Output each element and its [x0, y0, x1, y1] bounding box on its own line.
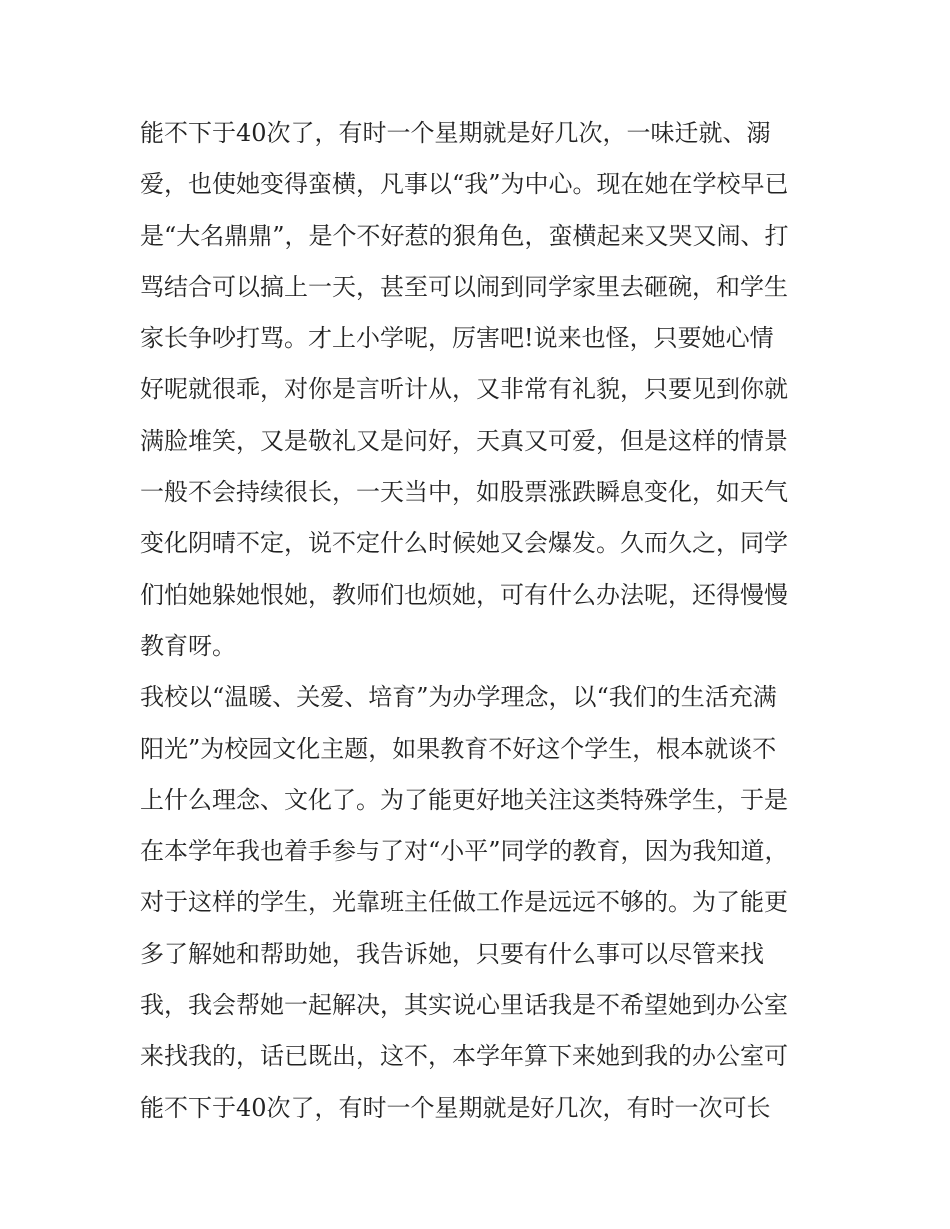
text-line: 上什么理念、文化了。为了能更好地关注这类特殊学生，于是: [140, 785, 788, 814]
text-line: 教育呀。: [140, 631, 236, 660]
text-line: 一般不会持续很长，一天当中，如股票涨跌瞬息变化，如天气: [140, 478, 788, 507]
text-line: 满脸堆笑，又是敬礼又是问好，天真又可爱，但是这样的情景: [140, 426, 788, 455]
text-line: 们怕她躲她恨她，教师们也烦她，可有什么办法呢，还得慢慢: [140, 580, 788, 609]
text-line: 骂结合可以搞上一天，甚至可以闹到同学家里去砸碗，和学生: [140, 272, 788, 301]
text-line: 多了解她和帮助她，我告诉她，只要有什么事可以尽管来找: [140, 939, 764, 968]
text-line: 阳光”为校园文化主题，如果教育不好这个学生，根本就谈不: [140, 734, 777, 763]
text-line: 对于这样的学生，光靠班主任做工作是远远不够的。为了能更: [140, 888, 788, 917]
text-line: 爱，也使她变得蛮横，凡事以“我”为中心。现在她在学校早已: [140, 170, 789, 199]
text-line: 能不下于40次了，有时一个星期就是好几次，一味迁就、溺: [140, 119, 771, 147]
text-line: 是“大名鼎鼎”，是个不好惹的狠角色，蛮横起来又哭又闹、打: [140, 221, 789, 250]
text-line: 能不下于40次了，有时一个星期就是好几次，有时一次可长: [140, 1093, 771, 1122]
text-line: 好呢就很乖，对你是言听计从，又非常有礼貌，只要见到你就: [140, 375, 788, 404]
text-line: 在本学年我也着手参与了对“小平”同学的教育，因为我知道，: [140, 837, 789, 866]
document-page: [140, 108, 820, 1134]
text-line: 变化阴晴不定，说不定什么时候她又会爆发。久而久之，同学: [140, 529, 788, 558]
text-line: 家长争吵打骂。才上小学呢，厉害吧!说来也怪，只要她心情: [140, 324, 774, 353]
text-line: 我校以“温暖、关爱、培育”为办学理念，以“我们的生活充满: [140, 683, 777, 712]
text-line: 来找我的，话已既出，这不，本学年算下来她到我的办公室可: [140, 1042, 788, 1071]
text-line: 我，我会帮她一起解决，其实说心里话我是不希望她到办公室: [140, 991, 788, 1020]
